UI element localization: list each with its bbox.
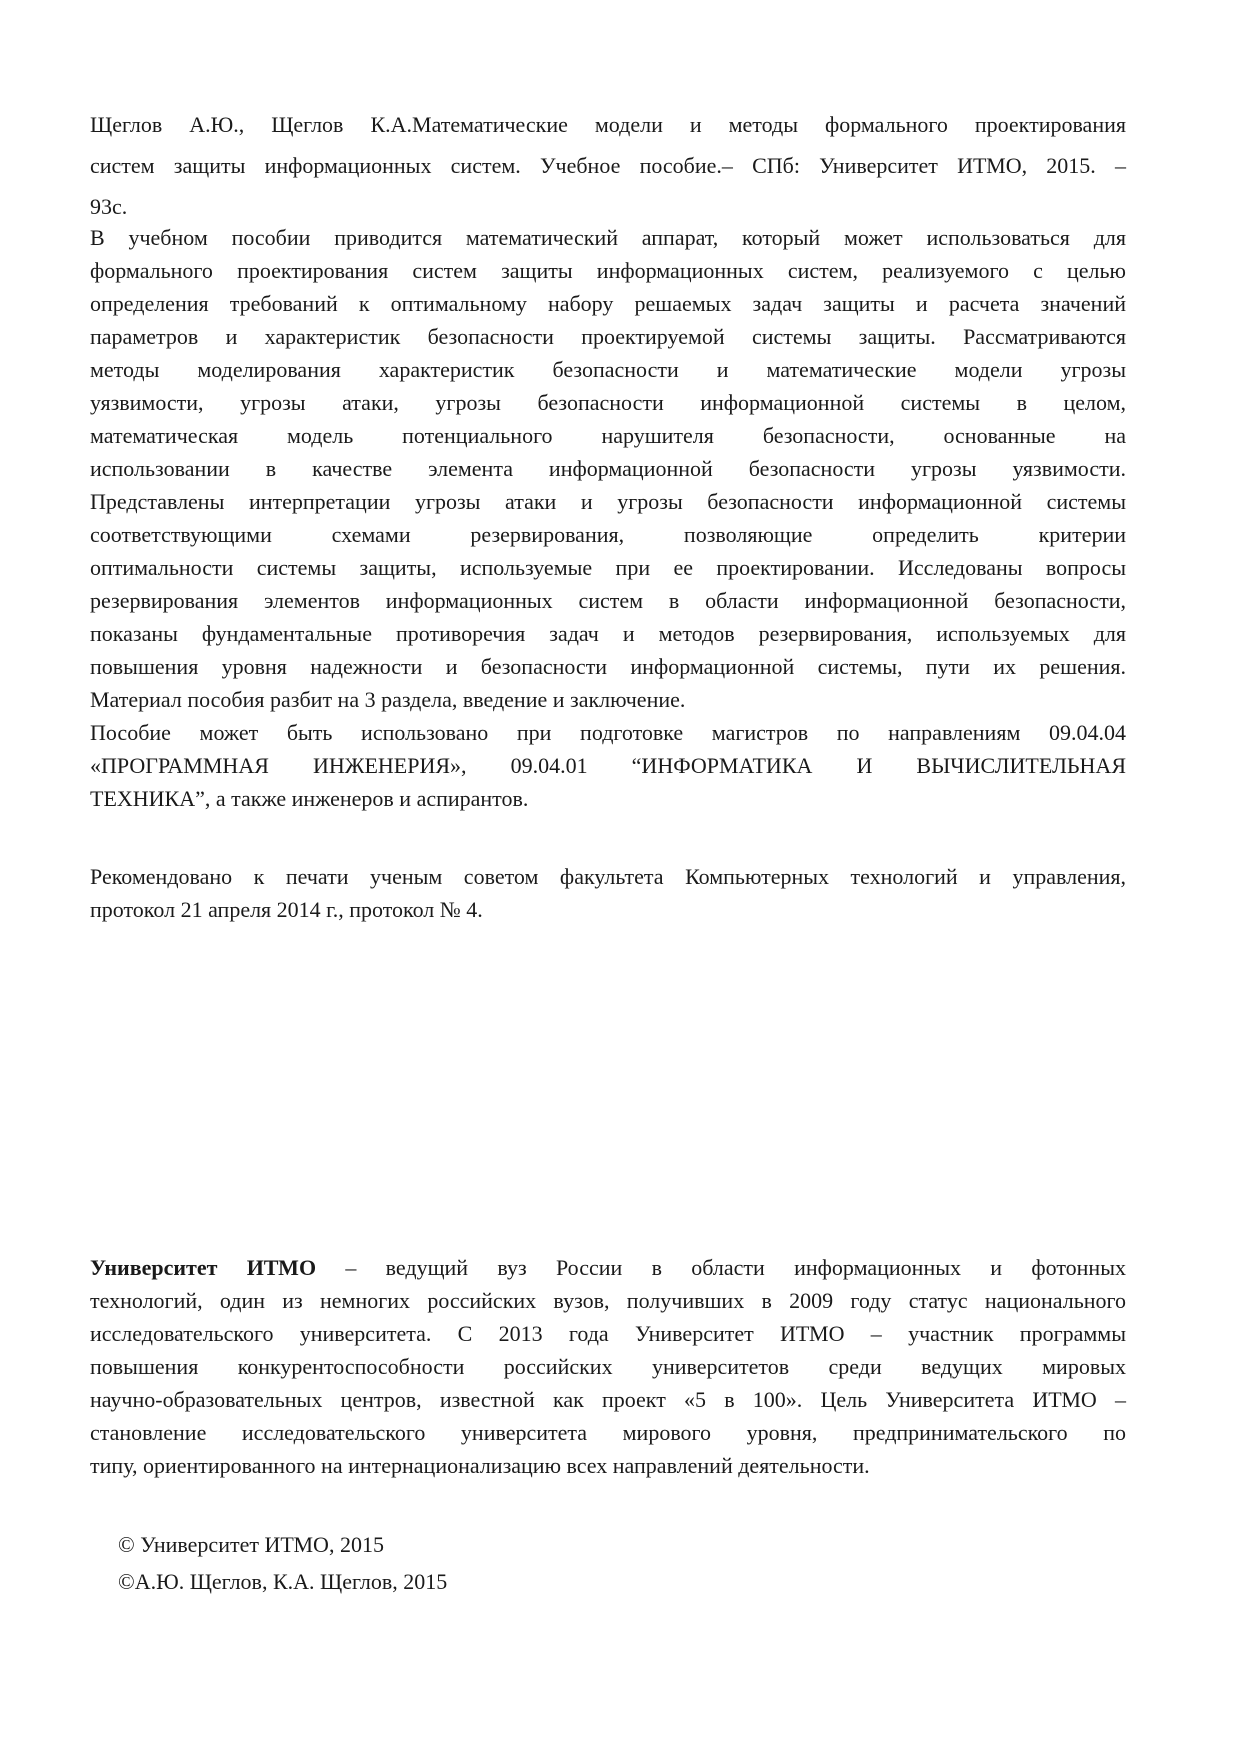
abstract-line: математическая модель потенциального нарушителя безопасности, основанные на <box>90 423 1126 448</box>
abstract-line: Материал пособия разбит на 3 раздела, введение и заключение. <box>90 687 686 712</box>
audience-line: ТЕХНИКА”, а также инженеров и аспирантов. <box>90 786 529 811</box>
abstract-line: использовании в качестве элемента информационной безопасности угрозы уязвимости. <box>90 456 1126 481</box>
abstract-line: повышения уровня надежности и безопасности информационной системы, пути их решения. <box>90 654 1126 679</box>
university-line <box>90 1251 1126 1284</box>
copyright-block <box>118 1526 818 1600</box>
university-first-line-text: – ведущий вуз России в области информационных и фотонных <box>316 1255 1126 1280</box>
audience-paragraph <box>90 716 1126 815</box>
abstract-line: формального проектирования систем защиты информационных систем, реализуемого с целью <box>90 258 1126 283</box>
audience-line: Пособие может быть использовано при подготовке магистров по направлениям 09.04.04 <box>90 720 1126 745</box>
abstract-line: определения требований к оптимальному набору решаемых задач защиты и расчета значений <box>90 291 1126 316</box>
university-line: повышения конкурентоспособности российских университетов среди ведущих мировых <box>90 1354 1126 1379</box>
document-page <box>90 0 1126 1754</box>
copyright-line: ©А.Ю. Щеглов, К.А. Щеглов, 2015 <box>118 1569 448 1594</box>
abstract-line: параметров и характеристик безопасности проектируемой системы защиты. Рассматриваются <box>90 324 1126 349</box>
abstract-line: В учебном пособии приводится математический аппарат, который может использоваться для <box>90 225 1126 250</box>
university-line: технологий, один из немногих российских вузов, получивших в 2009 году статус национального <box>90 1288 1126 1313</box>
abstract-line: оптимальности системы защиты, используемые при ее проектировании. Исследованы вопросы <box>90 555 1126 580</box>
university-line: исследовательского университета. С 2013 года Университет ИТМО – участник программы <box>90 1321 1126 1346</box>
citation-line: Щеглов А.Ю., Щеглов К.А.Математические модели и методы формального проектирования <box>90 112 1126 137</box>
university-line: научно-образовательных центров, известной как проект «5 в 100». Цель Университета ИТМО – <box>90 1387 1126 1412</box>
abstract-line: показаны фундаментальные противоречия задач и методов резервирования, используемых для <box>90 621 1126 646</box>
recommendation-paragraph <box>90 860 1126 926</box>
university-line: становление исследовательского университета мирового уровня, предпринимательского по <box>90 1420 1126 1445</box>
audience-line: «ПРОГРАММНАЯ ИНЖЕНЕРИЯ», 09.04.01 “ИНФОРМАТИКА И ВЫЧИСЛИТЕЛЬНАЯ <box>90 753 1126 778</box>
citation-line: 93с. <box>90 194 128 219</box>
recommendation-line: протокол 21 апреля 2014 г., протокол № 4. <box>90 897 483 922</box>
abstract-line: методы моделирования характеристик безопасности и математические модели угрозы <box>90 357 1126 382</box>
university-line: типу, ориентированного на интернационализацию всех направлений деятельности. <box>90 1453 870 1478</box>
abstract-line: уязвимости, угрозы атаки, угрозы безопасности информационной системы в целом, <box>90 390 1126 415</box>
abstract-paragraph <box>90 221 1126 716</box>
citation-line: систем защиты информационных систем. Учебное пособие.– СПб: Университет ИТМО, 2015. – <box>90 153 1126 178</box>
copyright-line: © Университет ИТМО, 2015 <box>118 1532 384 1557</box>
bibliographic-citation <box>90 104 1126 227</box>
abstract-line: соответствующими схемами резервирования, позволяющие определить критерии <box>90 522 1126 547</box>
recommendation-line: Рекомендовано к печати ученым советом факультета Компьютерных технологий и управления, <box>90 864 1126 889</box>
university-description <box>90 1251 1126 1482</box>
abstract-line: Представлены интерпретации угрозы атаки и угрозы безопасности информационной системы <box>90 489 1126 514</box>
abstract-line: резервирования элементов информационных систем в области информационной безопасности, <box>90 588 1126 613</box>
university-name: Университет ИТМО <box>90 1255 317 1280</box>
